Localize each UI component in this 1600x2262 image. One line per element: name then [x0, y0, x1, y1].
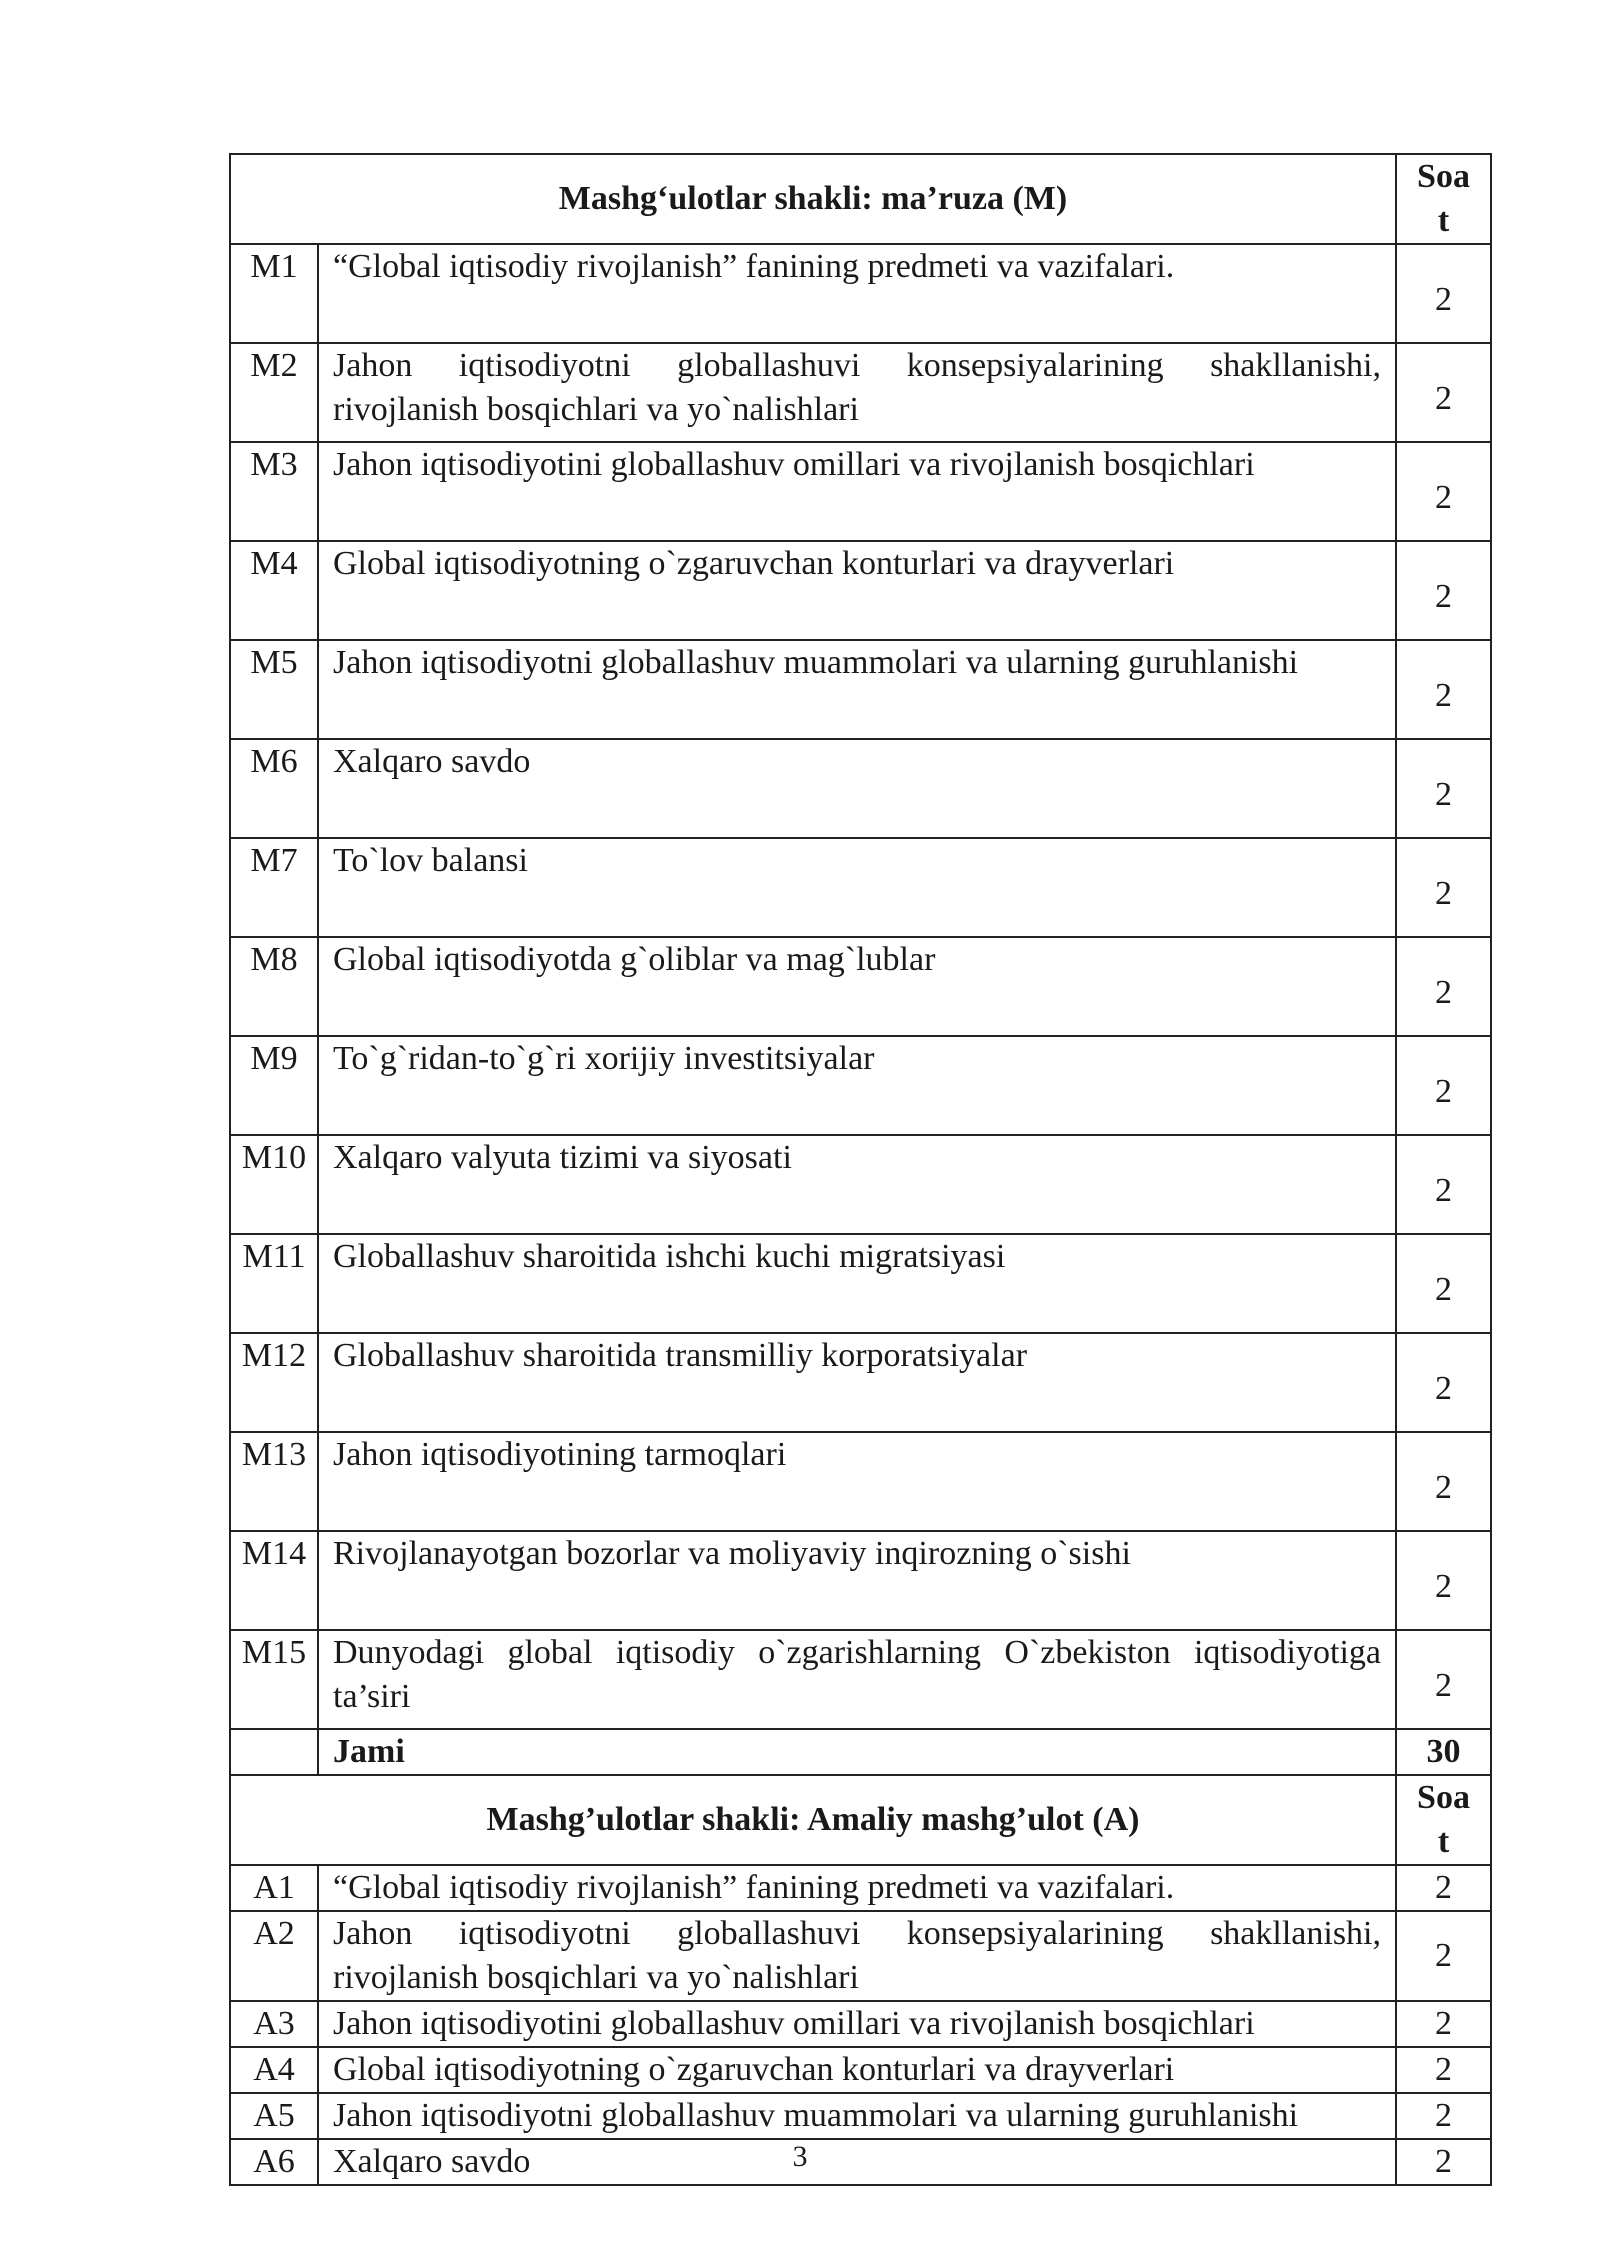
row-code: M2 [230, 343, 318, 442]
practical-section-title: Mashg’ulotlar shakli: Amaliy mashg’ulot (A) [230, 1775, 1396, 1865]
row-code: M7 [230, 838, 318, 937]
row-code: M4 [230, 541, 318, 640]
table-row [230, 1630, 1491, 1729]
table-row [230, 1135, 1491, 1234]
row-hours: 2 [1396, 838, 1491, 937]
row-code: M10 [230, 1135, 318, 1234]
row-code: A2 [230, 1911, 318, 2001]
row-topic: Jahon iqtisodiyotni globallashuv muammolari va ularning guruhlanishi [318, 2093, 1396, 2139]
table-row [230, 1911, 1491, 2001]
row-topic: To`g`ridan-to`g`ri xorijiy investitsiyalar [318, 1036, 1396, 1135]
row-topic: Global iqtisodiyotda g`oliblar va mag`lublar [318, 937, 1396, 1036]
total-label: Jami [318, 1729, 1396, 1775]
table-row [230, 244, 1491, 343]
table-row [230, 1531, 1491, 1630]
row-code: A1 [230, 1865, 318, 1911]
table-row [230, 640, 1491, 739]
row-topic: Global iqtisodiyotning o`zgaruvchan konturlari va drayverlari [318, 2047, 1396, 2093]
row-topic: Globallashuv sharoitida transmilliy korporatsiyalar [318, 1333, 1396, 1432]
row-topic: “Global iqtisodiy rivojlanish” fanining predmeti va vazifalari. [318, 244, 1396, 343]
row-hours: 2 [1396, 1630, 1491, 1729]
row-topic: Xalqaro valyuta tizimi va siyosati [318, 1135, 1396, 1234]
row-hours: 2 [1396, 2047, 1491, 2093]
row-hours: 2 [1396, 244, 1491, 343]
row-code: M11 [230, 1234, 318, 1333]
row-hours: 2 [1396, 541, 1491, 640]
table-row [230, 442, 1491, 541]
row-hours: 2 [1396, 1911, 1491, 2001]
row-hours: 2 [1396, 937, 1491, 1036]
row-topic: Jahon iqtisodiyotini globallashuv omillari va rivojlanish bosqichlari [318, 442, 1396, 541]
row-code: A6 [230, 2139, 318, 2185]
table-row [230, 1865, 1491, 1911]
table-row [230, 739, 1491, 838]
lecture-header-row [230, 154, 1491, 244]
practical-hours-header: Soa t [1396, 1775, 1491, 1865]
table-row [230, 2093, 1491, 2139]
row-hours: 2 [1396, 343, 1491, 442]
row-code: M13 [230, 1432, 318, 1531]
row-topic: Jahon iqtisodiyotini globallashuv omillari va rivojlanish bosqichlari [318, 2001, 1396, 2047]
table-row [230, 2001, 1491, 2047]
row-code: M8 [230, 937, 318, 1036]
total-row [230, 1729, 1491, 1775]
row-topic: Global iqtisodiyotning o`zgaruvchan konturlari va drayverlari [318, 541, 1396, 640]
row-hours: 2 [1396, 442, 1491, 541]
table-row [230, 1234, 1491, 1333]
row-topic: To`lov balansi [318, 838, 1396, 937]
lecture-hours-header: Soa t [1396, 154, 1491, 244]
row-code: A3 [230, 2001, 318, 2047]
row-hours: 2 [1396, 1531, 1491, 1630]
row-hours: 2 [1396, 1865, 1491, 1911]
table-row [230, 838, 1491, 937]
practical-header-row [230, 1775, 1491, 1865]
syllabus-table [229, 153, 1492, 2186]
page-number: 3 [792, 2140, 808, 2173]
row-topic: Globallashuv sharoitida ishchi kuchi migratsiyasi [318, 1234, 1396, 1333]
row-code: M6 [230, 739, 318, 838]
table-row [230, 1333, 1491, 1432]
row-hours: 2 [1396, 2001, 1491, 2047]
row-hours: 2 [1396, 1432, 1491, 1531]
row-topic: Jahon iqtisodiyotni globallashuvi konsepsiyalarining shakllanishi, rivojlanish bosqichlari va yo`nalishlari [318, 343, 1396, 442]
total-empty-cell [230, 1729, 318, 1775]
table-row [230, 1036, 1491, 1135]
row-code: M12 [230, 1333, 318, 1432]
row-topic: Xalqaro savdo [318, 739, 1396, 838]
row-code: M15 [230, 1630, 318, 1729]
table-row [230, 541, 1491, 640]
row-topic: Rivojlanayotgan bozorlar va moliyaviy inqirozning o`sishi [318, 1531, 1396, 1630]
table-row [230, 2047, 1491, 2093]
row-topic: “Global iqtisodiy rivojlanish” fanining predmeti va vazifalari. [318, 1865, 1396, 1911]
row-hours: 2 [1396, 1135, 1491, 1234]
row-topic: Jahon iqtisodiyotni globallashuvi konsepsiyalarining shakllanishi, rivojlanish bosqichlari va yo`nalishlari [318, 1911, 1396, 2001]
row-code: A4 [230, 2047, 318, 2093]
row-hours: 2 [1396, 2139, 1491, 2185]
row-hours: 2 [1396, 1036, 1491, 1135]
table-row [230, 1432, 1491, 1531]
total-hours: 30 [1396, 1729, 1491, 1775]
row-topic: Jahon iqtisodiyotining tarmoqlari [318, 1432, 1396, 1531]
row-hours: 2 [1396, 1234, 1491, 1333]
row-code: M1 [230, 244, 318, 343]
row-topic: Xalqaro savdo [318, 2139, 1396, 2185]
lecture-section-title: Mashg‘ulotlar shakli: ma’ruza (M) [230, 154, 1396, 244]
table-row [230, 343, 1491, 442]
table-row [230, 937, 1491, 1036]
row-hours: 2 [1396, 1333, 1491, 1432]
row-hours: 2 [1396, 640, 1491, 739]
row-code: M9 [230, 1036, 318, 1135]
row-code: A5 [230, 2093, 318, 2139]
row-hours: 2 [1396, 2093, 1491, 2139]
row-hours: 2 [1396, 739, 1491, 838]
row-topic: Dunyodagi global iqtisodiy o`zgarishlarning O`zbekiston iqtisodiyotiga ta’siri [318, 1630, 1396, 1729]
row-code: M5 [230, 640, 318, 739]
row-topic: Jahon iqtisodiyotni globallashuv muammolari va ularning guruhlanishi [318, 640, 1396, 739]
row-code: M14 [230, 1531, 318, 1630]
row-code: M3 [230, 442, 318, 541]
